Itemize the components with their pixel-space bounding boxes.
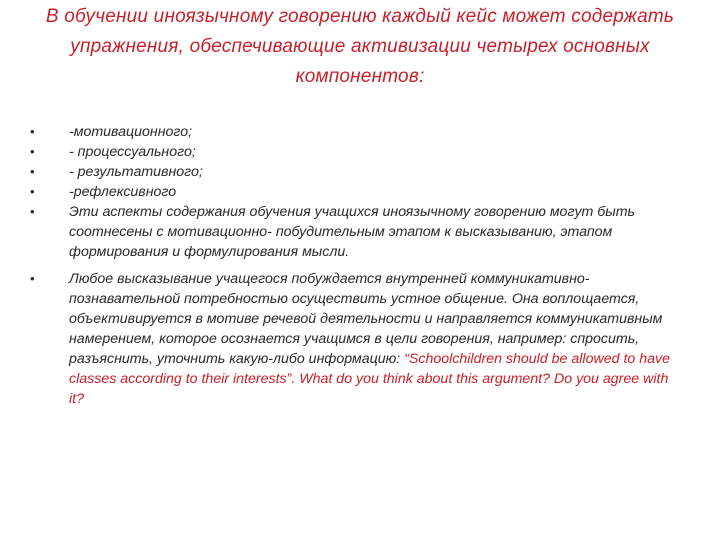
list-item-text: - результативного; — [69, 164, 203, 180]
list-item-text: -мотивационного; — [69, 124, 193, 140]
bullet-icon: • — [30, 184, 35, 199]
list-item — [30, 142, 680, 162]
list-item — [30, 182, 680, 202]
list-item-text: -рефлексивного — [69, 184, 177, 200]
bullet-icon: • — [30, 144, 35, 159]
bullet-icon: • — [30, 164, 35, 179]
bullet-list — [30, 122, 680, 409]
bullet-icon: • — [30, 204, 35, 219]
list-item-text: Любое высказывание учащегося побуждается внутренней коммуникативно-познавательной потребностью осуществить устное общение. Она воплощается, объективируется в мотиве речевой деятельности и направляется коммуникативным намерением, которое осознается учащимся в цели говорения, например: спросить, разъяснить, уточнить какую-либо информацию: — [69, 271, 663, 367]
bullet-icon: • — [30, 271, 35, 286]
slide-title: В обучении иноязычному говорению каждый кейс может содержать упражнения, обеспечивающие активизации четырех основных компонентов: — [45, 6, 675, 87]
english-quote: “Schoolchildren should be allowed to have classes according to their interests”. What do you think about this argument? Do you agree with it? — [69, 351, 670, 407]
list-item-text: - процессуального; — [69, 144, 196, 160]
bullet-icon: • — [30, 124, 35, 139]
list-item — [30, 122, 680, 142]
list-item-text: Эти аспекты содержания обучения учащихся иноязычному говорению могут быть соотнесены с мотивационно- побудительным этапом к высказыванию, этапом формирования и формулирования мысли. — [69, 204, 635, 260]
list-item — [30, 269, 680, 409]
list-item — [30, 202, 680, 262]
list-item — [30, 162, 680, 182]
